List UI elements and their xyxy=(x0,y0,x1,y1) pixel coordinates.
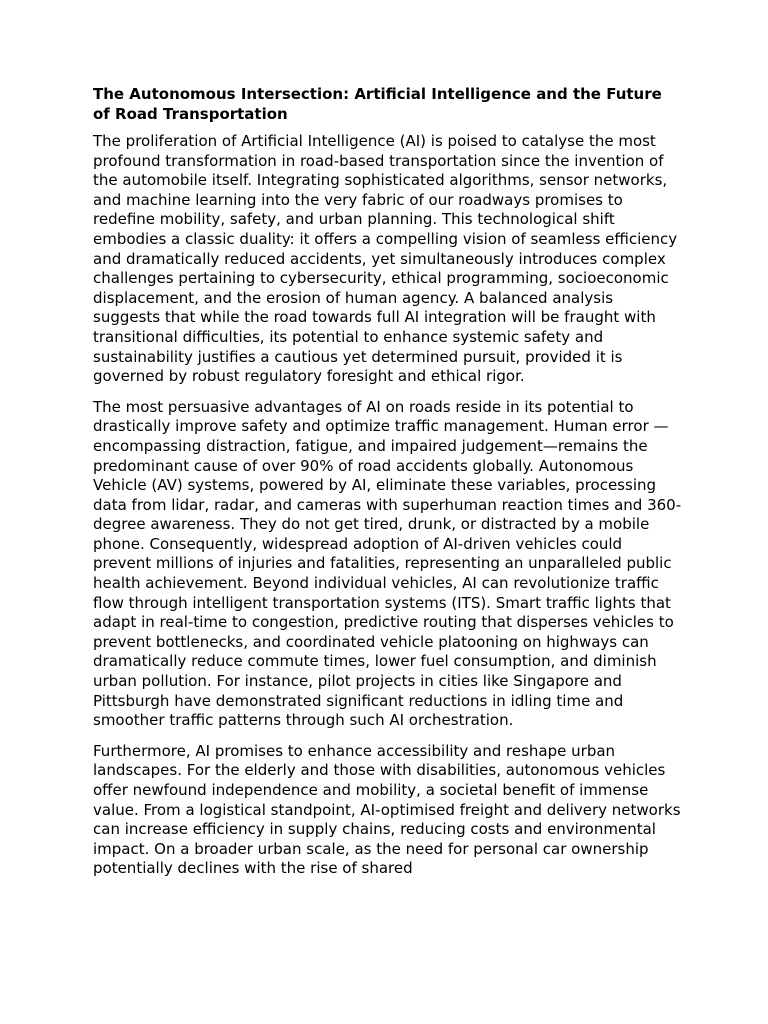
paragraph-2: The most persuasive advantages of AI on roads reside in its potential to drastically improve safety and optimize traffic management. Human error —encompassing distraction, fatigue, and impaired judgement—remains the predominant cause of over 90% of road accidents globally. Autonomous Vehicle (AV) systems, powered by AI, eliminate these variables, processing data from lidar, radar, and cameras with superhuman reaction times and 360-degree awareness. They do not get tired, drunk, or distracted by a mobile phone. Consequently, widespread adoption of AI-driven vehicles could prevent millions of injuries and fatalities, representing an unparalleled public health achievement. Beyond individual vehicles, AI can revolutionize traffic flow through intelligent transportation systems (ITS). Smart traffic lights that adapt in real-time to congestion, predictive routing that disperses vehicles to prevent bottlenecks, and coordinated vehicle platooning on highways can dramatically reduce commute times, lower fuel consumption, and diminish urban pollution. For instance, pilot projects in cities like Singapore and Pittsburgh have demonstrated significant reductions in idling time and smoother traffic patterns through such AI orchestration. xyxy=(93,397,682,730)
paragraph-3: Furthermore, AI promises to enhance accessibility and reshape urban landscapes. For the elderly and those with disabilities, autonomous vehicles offer newfound independence and mobility, a societal benefit of immense value. From a logistical standpoint, AI-optimised freight and delivery networks can increase efficiency in supply chains, reducing costs and environmental impact. On a broader urban scale, as the need for personal car ownership potentially declines with the rise of shared xyxy=(93,741,681,878)
document-page xyxy=(93,85,683,890)
document-title: The Autonomous Intersection: Artificial Intelligence and the Future of Road Transportation xyxy=(93,85,662,123)
paragraph-1: The proliferation of Artificial Intelligence (AI) is poised to catalyse the most profound transformation in road-based transportation since the invention of the automobile itself. Integrating sophisticated algorithms, sensor networks, and machine learning into the very fabric of our roadways promises to redefine mobility, safety, and urban planning. This technological shift embodies a classic duality: it offers a compelling vision of seamless efficiency and dramatically reduced accidents, yet simultaneously introduces complex challenges pertaining to cybersecurity, ethical programming, socioeconomic displacement, and the erosion of human agency. A balanced analysis suggests that while the road towards full AI integration will be fraught with transitional difficulties, its potential to enhance systemic safety and sustainability justifies a cautious yet determined pursuit, provided it is governed by robust regulatory foresight and ethical rigor. xyxy=(93,132,678,386)
